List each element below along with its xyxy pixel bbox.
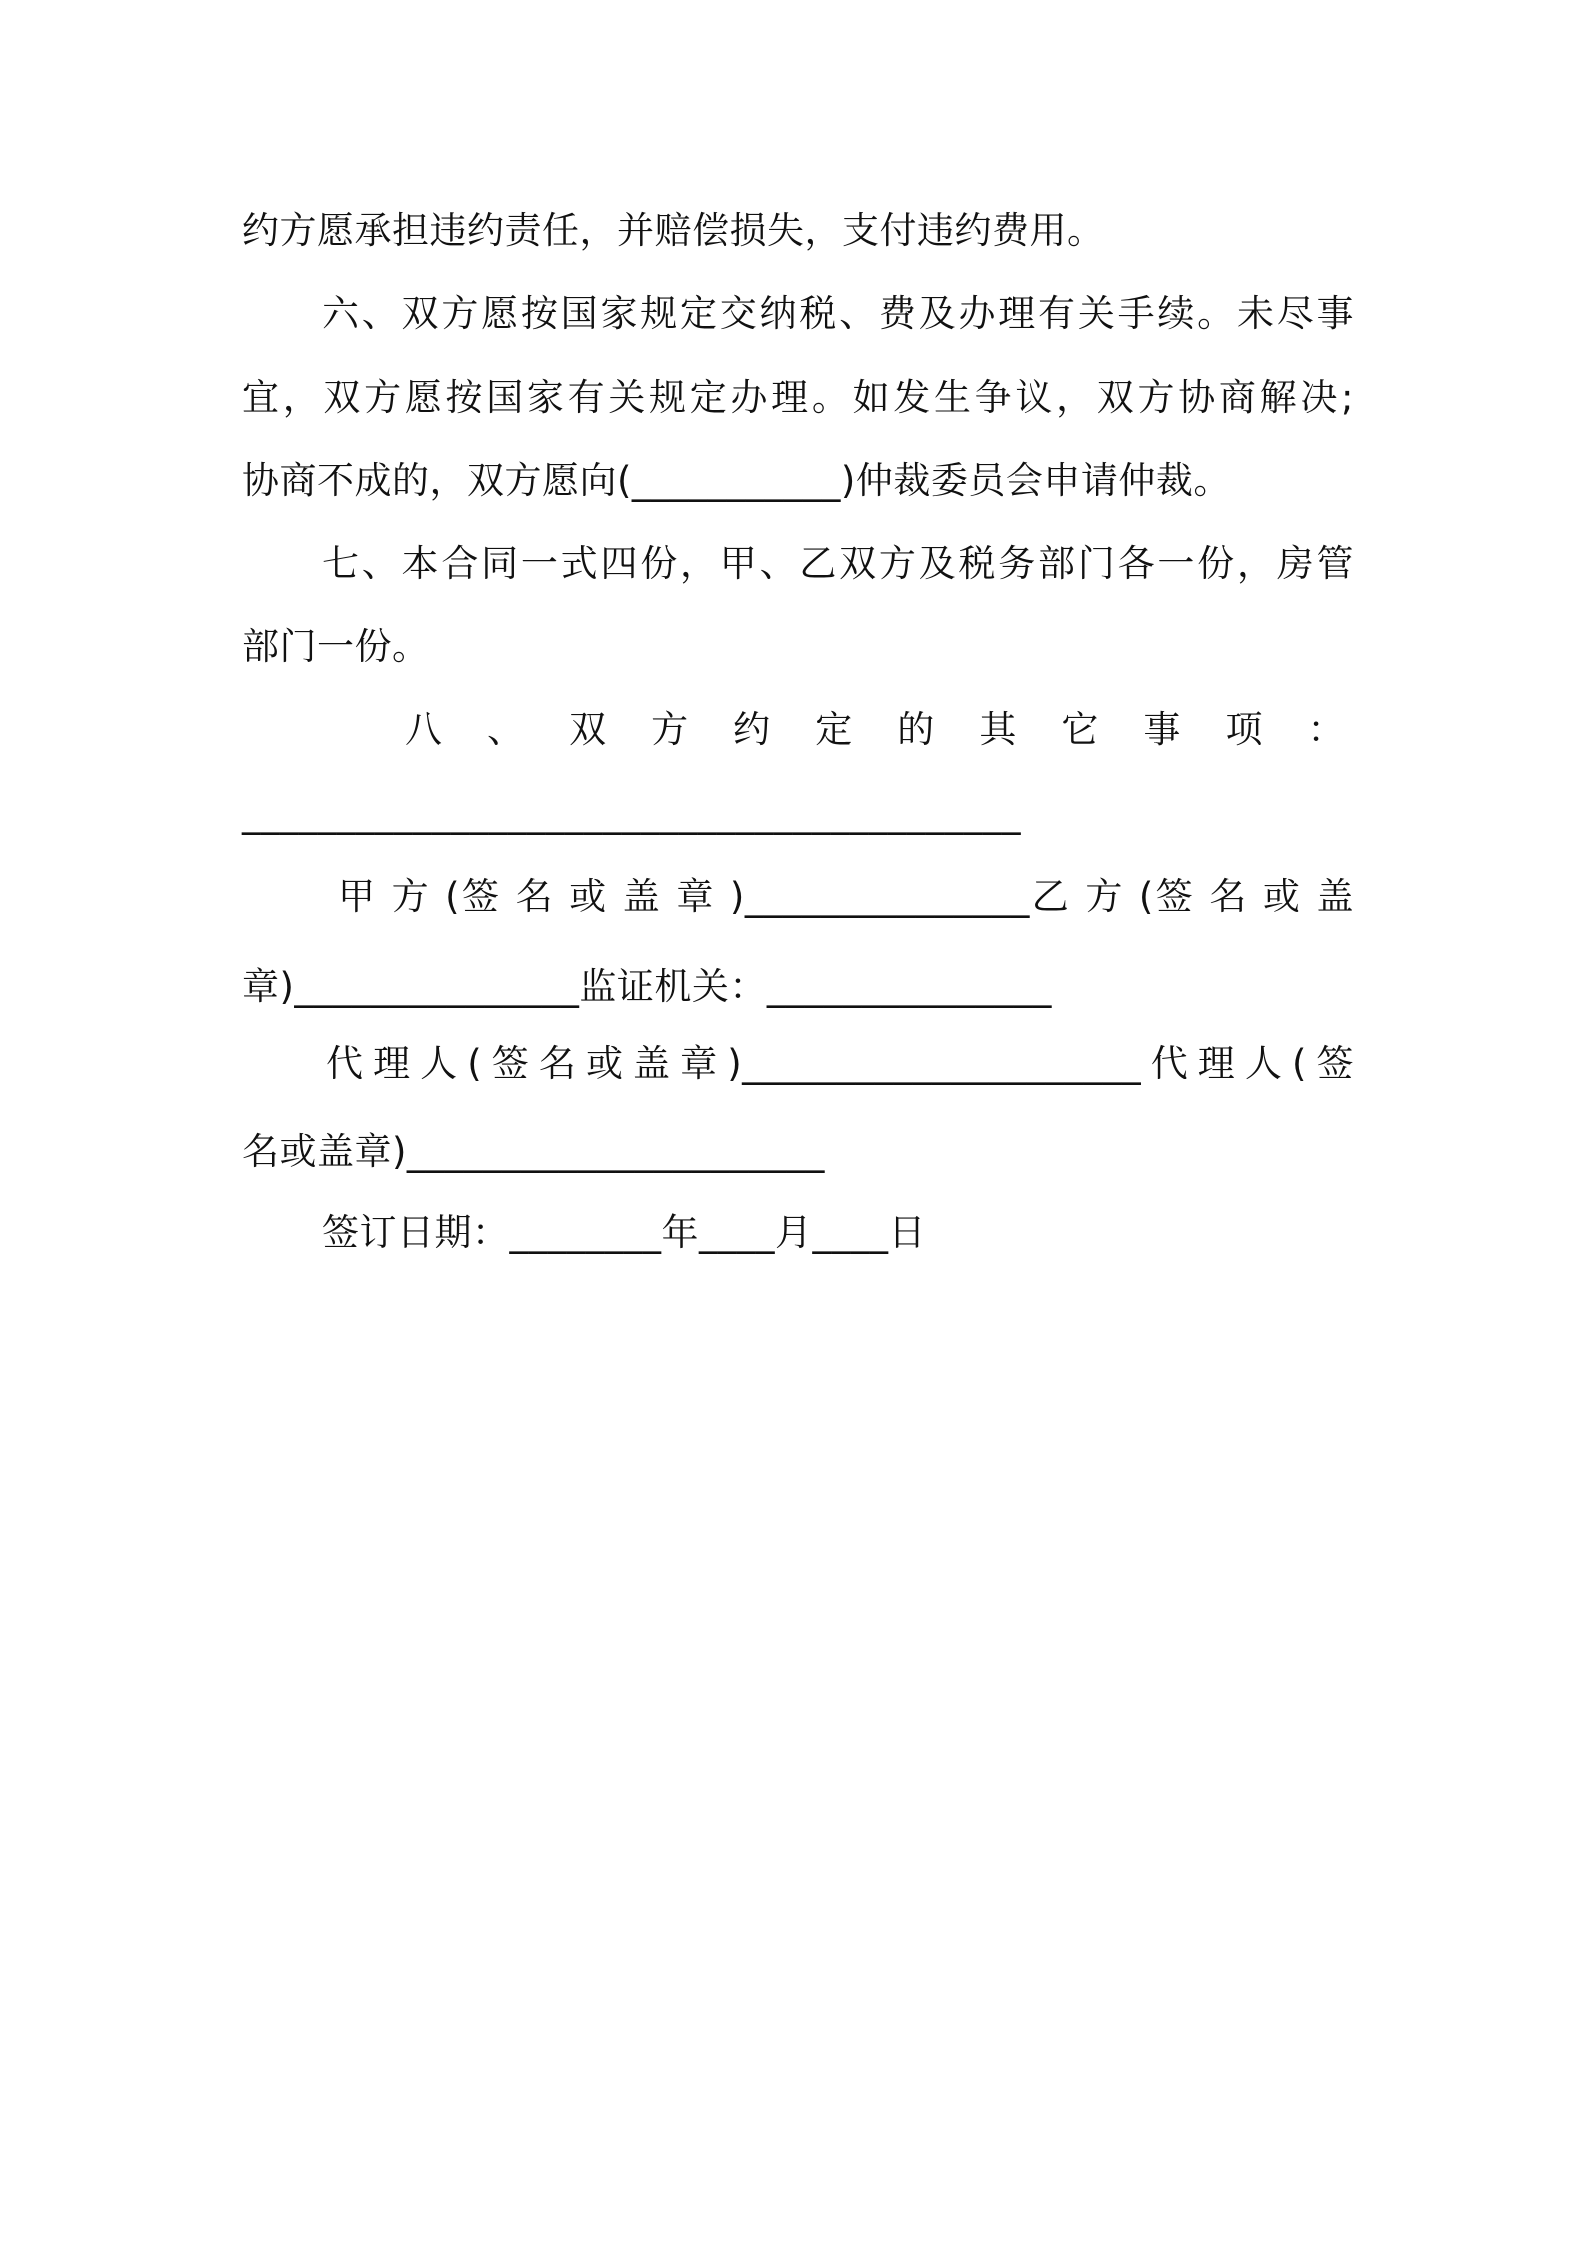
clause-5-end: 约方愿承担违约责任，并赔偿损失，支付违约费用。 [242,209,1105,252]
clause-7-line-1: 七、本合同一式四份，甲、乙双方及税务部门各一份，房管 [322,542,1354,585]
party-a-b-signature-line-1: 甲 方 (签 名 或 盖 章 )_______________乙 方 (签 名 或 盖 [338,875,1354,918]
clause-6-line-3: 协商不成的，双方愿向(___________)仲裁委员会申请仲裁。 [242,459,1231,502]
agents-signature-line-2: 名或盖章)______________________ [242,1130,825,1173]
agents-signature-line-1: 代理人(签名或盖章)_____________________代理人(签 [326,1042,1354,1085]
clause-6-line-1: 六、双方愿按国家规定交纳税、费及办理有关手续。未尽事 [322,292,1354,335]
clause-7-line-2: 部门一份。 [242,625,430,668]
party-b-and-authority-signature-line: 章)_______________监证机关：_______________ [242,965,1052,1008]
clause-8-blank-line: _________________________________________ [242,792,1021,835]
clause-6-line-2: 宜，双方愿按国家有关规定办理。如发生争议，双方协商解决; [242,376,1354,419]
signing-date-line: 签订日期：________年____月____日 [322,1211,926,1254]
clause-8-heading: 八 、 双 方 约 定 的 其 它 事 项 ： [405,708,1345,751]
